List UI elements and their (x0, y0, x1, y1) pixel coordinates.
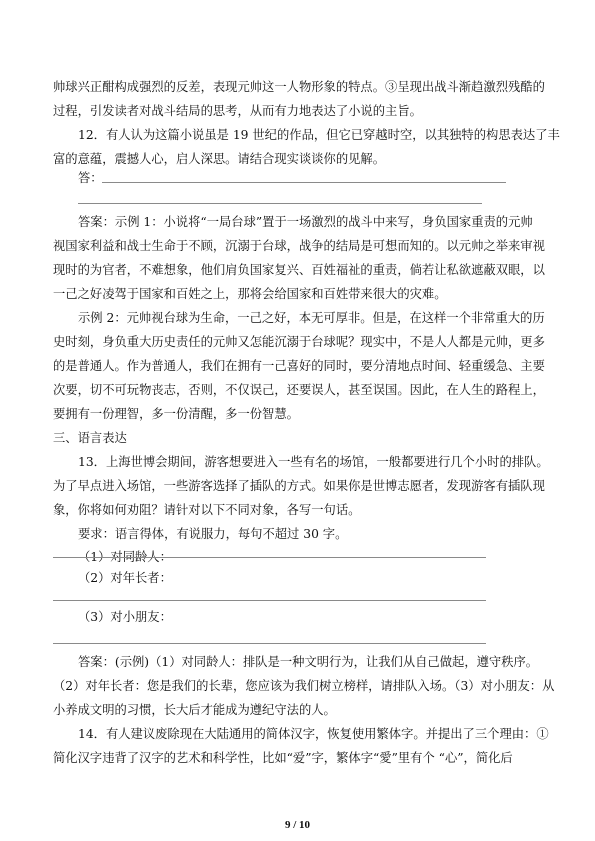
answer-rule-children (53, 643, 486, 644)
text-line: 次要，切不可玩物丧志，否则，不仅误己，还要误人，甚至误国。因此，在人生的路程上， (53, 383, 545, 397)
text-line: 象，你将如何劝阻？请针对以下不同对象，各写一句话。 (53, 503, 361, 517)
text-line: （2）对年长者：您是我们的长辈，您应该为我们树立榜样，请排队入场。（3）对小朋友：从 (53, 679, 555, 693)
prompt-elders: （2）对年长者： (78, 571, 172, 585)
text-line: 简化汉字违背了汉字的艺术和科学性，比如“爱”字，繁体字“愛”里有个 “心”，简化后 (53, 751, 513, 765)
text-line: 现时的为官者，不难想象，他们肩负国家复兴、百姓福祉的重责，倘若让私欲遮蔽双眼，以 (53, 263, 545, 277)
answer-rule-1 (102, 182, 506, 183)
section-heading: 三、语言表达 (53, 431, 127, 445)
text-line: 14．有人建议废除现在大陆通用的简体汉字，恢复使用繁体字。并提出了三个理由：① (78, 727, 549, 741)
text-line: 答案：(示例)（1）对同龄人：排队是一种文明行为，让我们从自己做起，遵守秩序。 (78, 655, 539, 669)
answer-rule-peers (53, 557, 486, 558)
text-line: 过程，引发读者对战斗结局的思考，从而有力地表达了小说的主旨。 (53, 104, 422, 118)
answer-rule-elders (53, 600, 486, 601)
text-line: 富的意蕴，震撼人心，启人深思。请结合现实谈谈你的见解。 (53, 152, 386, 166)
text-line: 一己之好凌驾于国家和百姓之上，那将会给国家和百姓带来很大的灾难。 (53, 287, 447, 301)
text-line: 要求：语言得体，有说服力，每句不超过 30 字。 (78, 527, 348, 541)
text-line: 的是普通人。作为普通人，我们在拥有一己喜好的同时，要分清地点时间、轻重缓急、主要 (53, 359, 545, 373)
answer-label: 答： (78, 171, 103, 185)
answer-rule-2 (78, 203, 482, 204)
text-line: 帅球兴正酣构成强烈的反差，表现元帅这一人物形象的特点。③呈现出战斗渐趋激烈残酷的 (53, 80, 545, 94)
page-number: 9 / 10 (284, 819, 311, 831)
text-line: 史时刻，身负重大历史责任的元帅又怎能沉溺于台球呢？现实中，不是人人都是元帅，更多 (53, 335, 545, 349)
text-line: 示例 2：元帅视台球为生命，一己之好，本无可厚非。但是，在这样一个非常重大的历 (78, 311, 545, 325)
text-line: 12．有人认为这篇小说虽是 19 世纪的作品，但它已穿越时空，以其独特的构思表达了丰 (78, 128, 560, 142)
text-line: 小养成文明的习惯，长大后才能成为遵纪守法的人。 (53, 703, 336, 717)
prompt-peers: （1）对同龄人： (78, 550, 172, 564)
text-line: 13．上海世博会期间，游客想要进入一些有名的场馆，一般都要进行几个小时的排队。 (78, 455, 549, 469)
text-line: 为了早点进入场馆，一些游客选择了插队的方式。如果你是世博志愿者，发现游客有插队现 (53, 479, 545, 493)
prompt-children: （3）对小朋友： (78, 610, 172, 624)
text-line: 答案：示例 1：小说将“一局台球”置于一场激烈的战斗中来写，身负国家重责的元帅 (78, 215, 533, 229)
text-line: 要拥有一份理智，多一份清醒，多一份智慧。 (53, 407, 299, 421)
text-line: 视国家利益和战士生命于不顾，沉溺于台球，战争的结局是可想而知的。以元帅之举来审视 (53, 239, 545, 253)
